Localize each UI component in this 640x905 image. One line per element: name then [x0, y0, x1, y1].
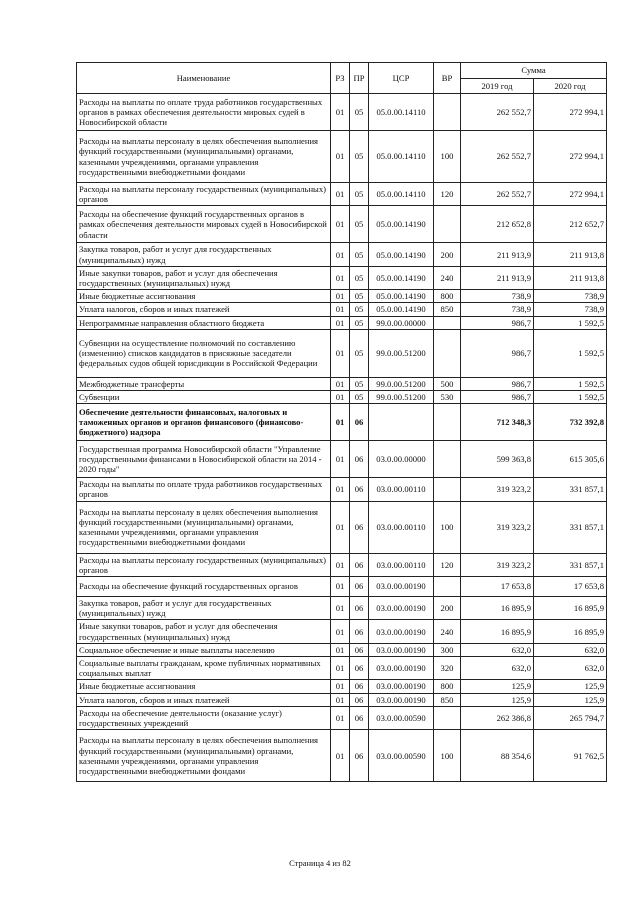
- cell-2020: 272 994,1: [534, 183, 607, 206]
- cell-csr: 03.0.00.00590: [369, 730, 434, 782]
- cell-vr: 120: [434, 553, 461, 576]
- cell-pr: 06: [350, 657, 369, 680]
- cell-vr: 320: [434, 657, 461, 680]
- cell-name: Расходы на выплаты персоналу в целях обеспечения выполнения функций государственными (муниципальными) органами, казенными учреждениями, органами управления государственными внебюджетными фондами: [77, 131, 331, 183]
- table-row: [77, 266, 607, 289]
- cell-2019: 319 323,2: [461, 553, 534, 576]
- cell-vr: 200: [434, 243, 461, 266]
- cell-2019: 211 913,9: [461, 266, 534, 289]
- cell-csr: 03.0.00.00110: [369, 553, 434, 576]
- cell-rz: 01: [331, 303, 350, 316]
- cell-rz: 01: [331, 680, 350, 693]
- cell-vr: [434, 206, 461, 243]
- cell-rz: 01: [331, 441, 350, 478]
- table-row: [77, 680, 607, 693]
- cell-2020: 211 913,8: [534, 243, 607, 266]
- cell-vr: 800: [434, 680, 461, 693]
- cell-pr: 06: [350, 620, 369, 643]
- table-row: [77, 643, 607, 656]
- table-row: [77, 693, 607, 706]
- cell-2020: 16 895,9: [534, 597, 607, 620]
- cell-rz: 01: [331, 597, 350, 620]
- cell-csr: 03.0.00.00190: [369, 577, 434, 597]
- cell-2020: 1 592,5: [534, 377, 607, 390]
- budget-table: [76, 62, 607, 782]
- cell-2019: 738,9: [461, 290, 534, 303]
- cell-rz: 01: [331, 730, 350, 782]
- table-row: [77, 377, 607, 390]
- col-header-name: Наименование: [77, 63, 331, 94]
- cell-2020: 1 592,5: [534, 329, 607, 377]
- cell-csr: 03.0.00.00190: [369, 597, 434, 620]
- cell-2020: 331 857,1: [534, 478, 607, 501]
- cell-2020: 272 994,1: [534, 94, 607, 131]
- cell-rz: 01: [331, 577, 350, 597]
- cell-rz: 01: [331, 266, 350, 289]
- cell-2019: 632,0: [461, 643, 534, 656]
- cell-name: Расходы на обеспечение функций государственных органов: [77, 577, 331, 597]
- table-row: [77, 316, 607, 329]
- cell-vr: 100: [434, 730, 461, 782]
- cell-name: Иные закупки товаров, работ и услуг для обеспечения государственных (муниципальных) нужд: [77, 620, 331, 643]
- cell-pr: 05: [350, 303, 369, 316]
- cell-name: Уплата налогов, сборов и иных платежей: [77, 303, 331, 316]
- cell-rz: 01: [331, 206, 350, 243]
- cell-pr: 05: [350, 316, 369, 329]
- cell-2019: 986,7: [461, 391, 534, 404]
- cell-2019: 986,7: [461, 329, 534, 377]
- cell-2019: 319 323,2: [461, 478, 534, 501]
- cell-pr: 05: [350, 391, 369, 404]
- cell-2019: 88 354,6: [461, 730, 534, 782]
- cell-name: Субвенции на осуществление полномочий по составлению (изменению) списков кандидатов в присяжные заседатели федеральных судов общей юрисдикции в Российской Федерации: [77, 329, 331, 377]
- cell-vr: [434, 404, 461, 441]
- cell-2020: 732 392,8: [534, 404, 607, 441]
- cell-2019: 125,9: [461, 693, 534, 706]
- cell-name: Социальные выплаты гражданам, кроме публичных нормативных социальных выплат: [77, 657, 331, 680]
- cell-2019: 986,7: [461, 377, 534, 390]
- cell-2019: 262 552,7: [461, 131, 534, 183]
- cell-pr: 06: [350, 404, 369, 441]
- cell-2019: 17 653,8: [461, 577, 534, 597]
- cell-name: Расходы на выплаты по оплате труда работников государственных органов в рамках обеспечения деятельности мировых судей в Новосибирской области: [77, 94, 331, 131]
- cell-vr: 500: [434, 377, 461, 390]
- col-header-2019: 2019 год: [461, 79, 534, 94]
- table-row: [77, 577, 607, 597]
- cell-name: Уплата налогов, сборов и иных платежей: [77, 693, 331, 706]
- cell-pr: 06: [350, 643, 369, 656]
- table-body: [77, 94, 607, 782]
- cell-vr: [434, 94, 461, 131]
- cell-name: Расходы на обеспечение деятельности (оказание услуг) государственных учреждений: [77, 706, 331, 729]
- cell-name: Иные бюджетные ассигнования: [77, 680, 331, 693]
- cell-name: Расходы на выплаты по оплате труда работников государственных органов: [77, 478, 331, 501]
- cell-2019: 211 913,9: [461, 243, 534, 266]
- col-header-sum: Сумма: [461, 63, 607, 79]
- cell-vr: 100: [434, 131, 461, 183]
- cell-pr: 05: [350, 266, 369, 289]
- cell-2019: 986,7: [461, 316, 534, 329]
- cell-2020: 632,0: [534, 643, 607, 656]
- cell-vr: [434, 478, 461, 501]
- cell-csr: 99.0.00.51200: [369, 329, 434, 377]
- cell-pr: 06: [350, 680, 369, 693]
- cell-name: Расходы на обеспечение функций государственных органов в рамках обеспечения деятельности мировых судей в Новосибирской области: [77, 206, 331, 243]
- cell-pr: 06: [350, 441, 369, 478]
- col-header-2020: 2020 год: [534, 79, 607, 94]
- cell-2019: 599 363,8: [461, 441, 534, 478]
- cell-pr: 06: [350, 693, 369, 706]
- table-row: [77, 290, 607, 303]
- cell-pr: 05: [350, 206, 369, 243]
- cell-2020: 632,0: [534, 657, 607, 680]
- col-header-vr: ВР: [434, 63, 461, 94]
- table-row: [77, 131, 607, 183]
- cell-2019: 262 552,7: [461, 183, 534, 206]
- cell-vr: [434, 706, 461, 729]
- cell-csr: 99.0.00.00000: [369, 316, 434, 329]
- cell-vr: [434, 577, 461, 597]
- cell-pr: 05: [350, 94, 369, 131]
- cell-pr: 05: [350, 290, 369, 303]
- cell-vr: [434, 329, 461, 377]
- table-row: [77, 183, 607, 206]
- cell-rz: 01: [331, 693, 350, 706]
- cell-2020: 17 653,8: [534, 577, 607, 597]
- cell-2020: 738,9: [534, 290, 607, 303]
- cell-2020: 1 592,5: [534, 316, 607, 329]
- cell-rz: 01: [331, 657, 350, 680]
- cell-vr: 240: [434, 266, 461, 289]
- cell-csr: 05.0.00.14110: [369, 131, 434, 183]
- table-row: [77, 404, 607, 441]
- cell-2020: 125,9: [534, 693, 607, 706]
- cell-2020: 265 794,7: [534, 706, 607, 729]
- cell-pr: 06: [350, 478, 369, 501]
- table-row: [77, 553, 607, 576]
- cell-name: Расходы на выплаты персоналу в целях обеспечения выполнения функций государственными (муниципальными) органами, казенными учреждениями, органами управления государственными внебюджетными фондами: [77, 501, 331, 553]
- table-row: [77, 441, 607, 478]
- cell-name: Закупка товаров, работ и услуг для государственных (муниципальных) нужд: [77, 597, 331, 620]
- cell-rz: 01: [331, 553, 350, 576]
- cell-pr: 05: [350, 377, 369, 390]
- cell-vr: 100: [434, 501, 461, 553]
- cell-pr: 05: [350, 131, 369, 183]
- cell-2020: 331 857,1: [534, 501, 607, 553]
- cell-2020: 91 762,5: [534, 730, 607, 782]
- cell-2020: 125,9: [534, 680, 607, 693]
- table-row: [77, 657, 607, 680]
- cell-vr: 240: [434, 620, 461, 643]
- cell-2019: 632,0: [461, 657, 534, 680]
- table-row: [77, 206, 607, 243]
- cell-csr: 05.0.00.14190: [369, 266, 434, 289]
- cell-pr: 06: [350, 597, 369, 620]
- cell-rz: 01: [331, 391, 350, 404]
- cell-csr: 05.0.00.14110: [369, 94, 434, 131]
- cell-2019: 16 895,9: [461, 597, 534, 620]
- cell-2019: 262 552,7: [461, 94, 534, 131]
- cell-csr: 05.0.00.14190: [369, 243, 434, 266]
- table-row: [77, 501, 607, 553]
- cell-name: Государственная программа Новосибирской области "Управление государственными финансами в Новосибирской области на 2014 - 2020 годы": [77, 441, 331, 478]
- cell-vr: 300: [434, 643, 461, 656]
- cell-rz: 01: [331, 243, 350, 266]
- cell-csr: 99.0.00.51200: [369, 377, 434, 390]
- cell-2020: 272 994,1: [534, 131, 607, 183]
- cell-name: Расходы на выплаты персоналу государственных (муниципальных) органов: [77, 183, 331, 206]
- cell-pr: 06: [350, 553, 369, 576]
- cell-name: Социальное обеспечение и иные выплаты населению: [77, 643, 331, 656]
- cell-csr: 05.0.00.14190: [369, 206, 434, 243]
- cell-name: Межбюджетные трансферты: [77, 377, 331, 390]
- header-row: [77, 63, 607, 79]
- cell-2019: 319 323,2: [461, 501, 534, 553]
- cell-rz: 01: [331, 329, 350, 377]
- cell-2019: 125,9: [461, 680, 534, 693]
- cell-csr: 05.0.00.14110: [369, 183, 434, 206]
- cell-name: Иные закупки товаров, работ и услуг для обеспечения государственных (муниципальных) нужд: [77, 266, 331, 289]
- cell-rz: 01: [331, 377, 350, 390]
- cell-csr: 03.0.00.00110: [369, 501, 434, 553]
- cell-2020: 1 592,5: [534, 391, 607, 404]
- cell-rz: 01: [331, 404, 350, 441]
- cell-csr: 99.0.00.51200: [369, 391, 434, 404]
- table-row: [77, 391, 607, 404]
- cell-vr: 200: [434, 597, 461, 620]
- cell-csr: 03.0.00.00190: [369, 643, 434, 656]
- cell-pr: 06: [350, 706, 369, 729]
- cell-csr: 05.0.00.14190: [369, 303, 434, 316]
- cell-vr: 120: [434, 183, 461, 206]
- cell-2019: 16 895,9: [461, 620, 534, 643]
- table-row: [77, 706, 607, 729]
- cell-name: Закупка товаров, работ и услуг для государственных (муниципальных) нужд: [77, 243, 331, 266]
- table-row: [77, 730, 607, 782]
- cell-vr: 530: [434, 391, 461, 404]
- cell-pr: 05: [350, 183, 369, 206]
- cell-rz: 01: [331, 316, 350, 329]
- cell-csr: 03.0.00.00190: [369, 620, 434, 643]
- cell-rz: 01: [331, 706, 350, 729]
- cell-rz: 01: [331, 131, 350, 183]
- cell-rz: 01: [331, 183, 350, 206]
- cell-2020: 738,9: [534, 303, 607, 316]
- table-row: [77, 94, 607, 131]
- cell-2020: 615 305,6: [534, 441, 607, 478]
- cell-rz: 01: [331, 290, 350, 303]
- cell-2019: 262 386,8: [461, 706, 534, 729]
- cell-rz: 01: [331, 501, 350, 553]
- cell-name: Расходы на выплаты персоналу в целях обеспечения выполнения функций государственными (муниципальными) органами, казенными учреждениями, органами управления государственными внебюджетными фондами: [77, 730, 331, 782]
- cell-csr: 03.0.00.00000: [369, 441, 434, 478]
- cell-rz: 01: [331, 643, 350, 656]
- cell-pr: 06: [350, 501, 369, 553]
- cell-csr: [369, 404, 434, 441]
- cell-csr: 03.0.00.00190: [369, 680, 434, 693]
- cell-vr: 850: [434, 303, 461, 316]
- cell-csr: 03.0.00.00590: [369, 706, 434, 729]
- table-row: [77, 303, 607, 316]
- table-row: [77, 478, 607, 501]
- cell-vr: 850: [434, 693, 461, 706]
- cell-2019: 738,9: [461, 303, 534, 316]
- cell-name: Иные бюджетные ассигнования: [77, 290, 331, 303]
- cell-2019: 212 652,8: [461, 206, 534, 243]
- cell-vr: 800: [434, 290, 461, 303]
- cell-csr: 03.0.00.00190: [369, 657, 434, 680]
- cell-2019: 712 348,3: [461, 404, 534, 441]
- cell-vr: [434, 441, 461, 478]
- cell-name: Расходы на выплаты персоналу государственных (муниципальных) органов: [77, 553, 331, 576]
- cell-rz: 01: [331, 478, 350, 501]
- cell-csr: 03.0.00.00110: [369, 478, 434, 501]
- cell-pr: 06: [350, 730, 369, 782]
- cell-2020: 331 857,1: [534, 553, 607, 576]
- table-row: [77, 620, 607, 643]
- table-row: [77, 597, 607, 620]
- cell-pr: 06: [350, 577, 369, 597]
- cell-vr: [434, 316, 461, 329]
- cell-2020: 212 652,7: [534, 206, 607, 243]
- page-footer: Страница 4 из 82: [289, 858, 351, 868]
- cell-2020: 211 913,8: [534, 266, 607, 289]
- cell-rz: 01: [331, 94, 350, 131]
- table-row: [77, 329, 607, 377]
- cell-2020: 16 895,9: [534, 620, 607, 643]
- col-header-csr: ЦСР: [369, 63, 434, 94]
- cell-rz: 01: [331, 620, 350, 643]
- table-row: [77, 243, 607, 266]
- col-header-rz: РЗ: [331, 63, 350, 94]
- cell-name: Непрограммные направления областного бюджета: [77, 316, 331, 329]
- cell-name: Обеспечение деятельности финансовых, налоговых и таможенных органов и органов финансового (финансово-бюджетного) надзора: [77, 404, 331, 441]
- col-header-pr: ПР: [350, 63, 369, 94]
- cell-csr: 05.0.00.14190: [369, 290, 434, 303]
- cell-pr: 05: [350, 329, 369, 377]
- cell-csr: 03.0.00.00190: [369, 693, 434, 706]
- cell-pr: 05: [350, 243, 369, 266]
- cell-name: Субвенции: [77, 391, 331, 404]
